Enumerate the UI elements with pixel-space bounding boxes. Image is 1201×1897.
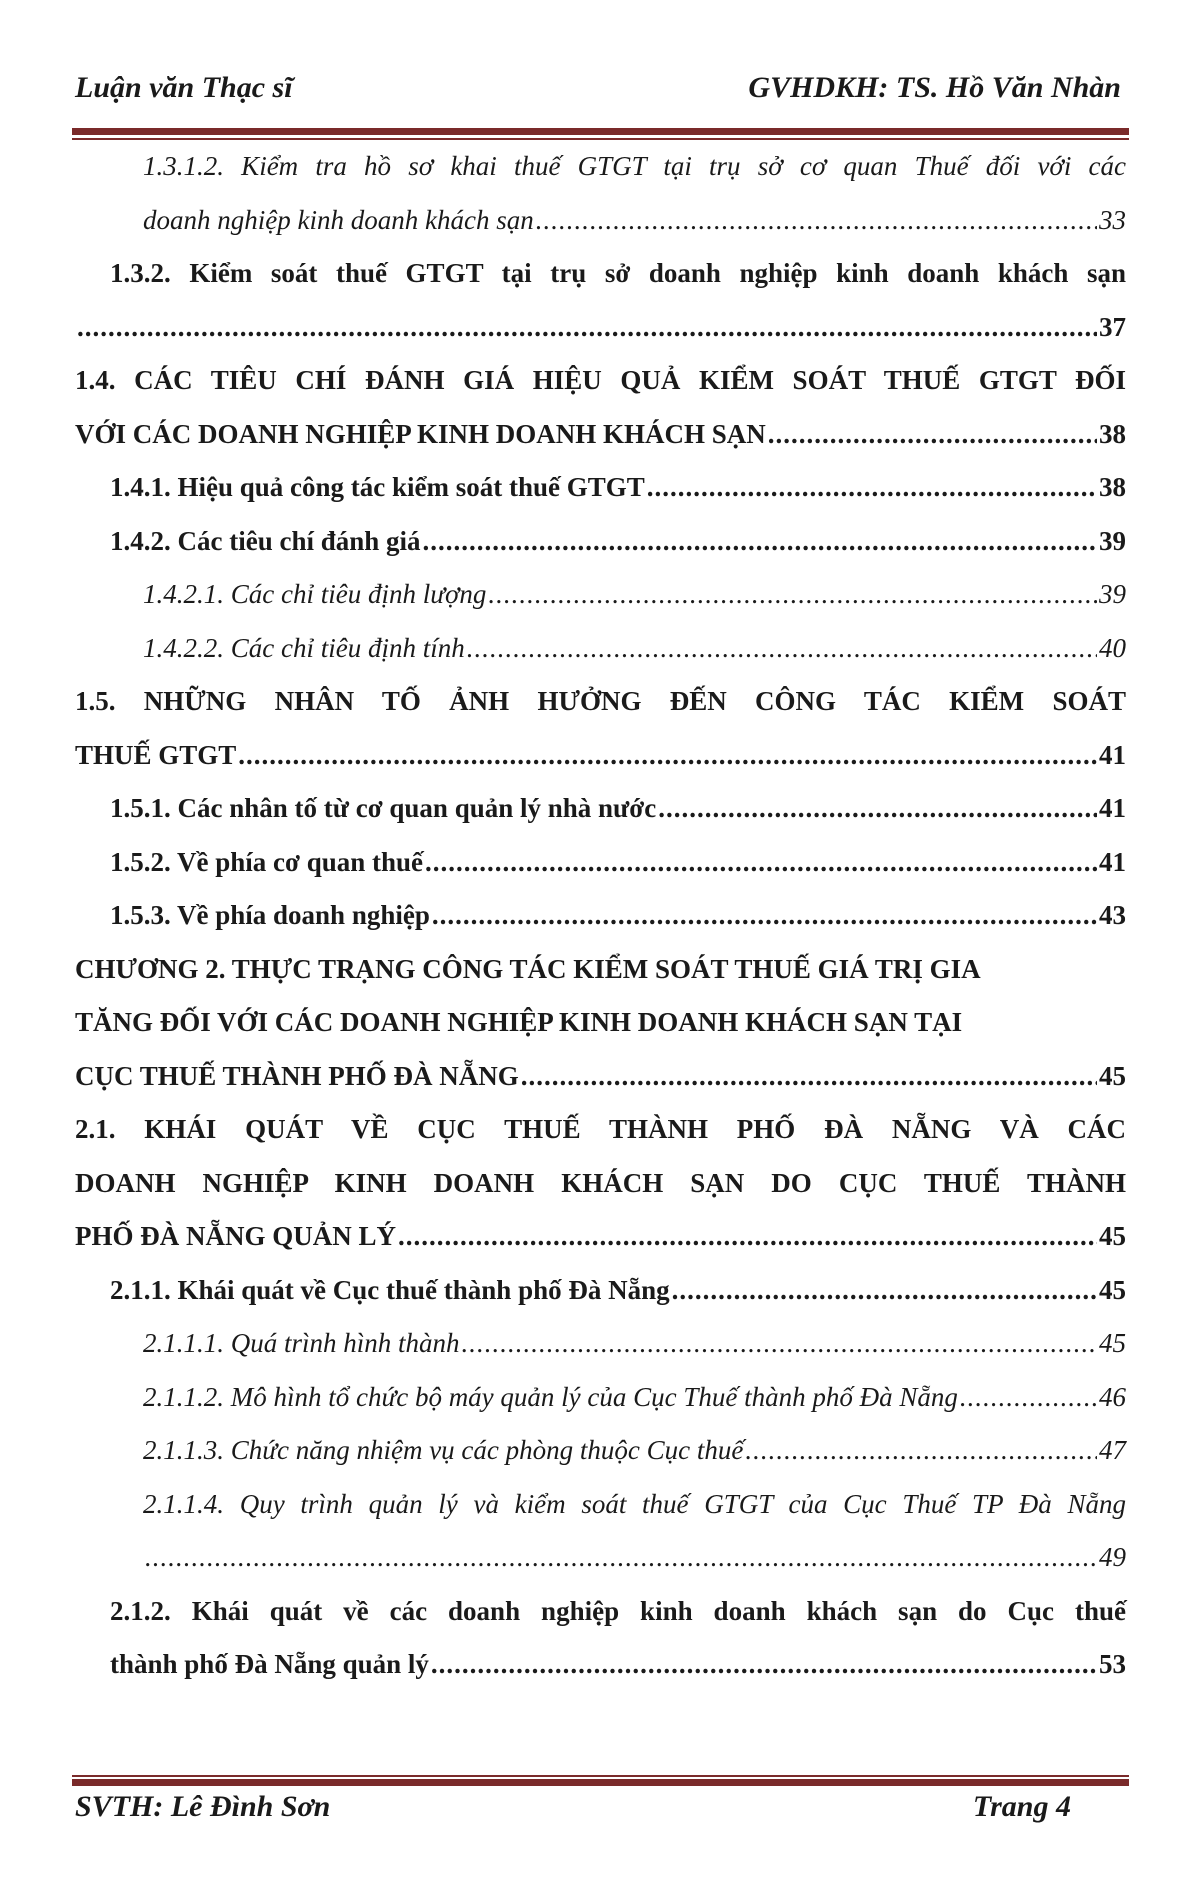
toc-entry (75, 1531, 1126, 1585)
toc-entry (75, 1317, 1126, 1371)
toc-page-number: 38 (1099, 472, 1126, 502)
toc-page-number: 41 (1099, 739, 1126, 770)
toc-page-number: 37 (1099, 311, 1126, 342)
toc-entry-text: VỚI CÁC DOANH NGHIỆP KINH DOANH KHÁCH SẠN (75, 418, 766, 449)
toc-entry-text: 2.1.1.4. Quy trình quản lý và kiểm soát thuế GTGT của Cục Thuế TP Đà Nẵng (143, 1488, 1126, 1519)
toc-leader-dots (238, 729, 1097, 783)
toc-leader-dots (77, 301, 1097, 355)
toc-leader-dots (467, 622, 1097, 676)
toc-page-number: 39 (1099, 525, 1126, 556)
toc-entry-text: 2.1.1.3. Chức năng nhiệm vụ các phòng thuộc Cục thuế (143, 1435, 744, 1465)
toc-entry (75, 140, 1126, 194)
header-left: Luận văn Thạc sĩ (75, 71, 293, 104)
toc-leader-dots (462, 1317, 1097, 1371)
toc-entry-text: CỤC THUẾ THÀNH PHỐ ĐÀ NẴNG (75, 1060, 519, 1091)
toc-leader-dots (488, 568, 1097, 622)
toc-leader-dots (425, 836, 1097, 890)
toc-leader-dots (745, 1424, 1097, 1478)
footer-page-number: Trang 4 (972, 1790, 1071, 1823)
toc-entry (75, 1424, 1126, 1478)
toc-leader-dots (960, 1371, 1097, 1425)
toc-entry (75, 729, 1126, 783)
toc-page-number: 46 (1099, 1381, 1126, 1412)
toc-leader-dots (145, 1531, 1097, 1585)
table-of-contents (75, 140, 1126, 1692)
footer-left: SVTH: Lê Đình Sơn (75, 1790, 331, 1823)
toc-entry-text: 1.5.2. Về phía cơ quan thuế (110, 846, 424, 877)
toc-entry (75, 515, 1126, 569)
toc-entry (75, 622, 1126, 676)
toc-entry (75, 568, 1126, 622)
toc-leader-dots (768, 408, 1097, 462)
toc-entry-text: TĂNG ĐỐI VỚI CÁC DOANH NGHIỆP KINH DOANH KHÁCH SẠN TẠI (75, 1007, 963, 1037)
toc-page-number: 43 (1099, 900, 1126, 930)
toc-entry (75, 996, 1126, 1050)
toc-page-number: 33 (1099, 204, 1126, 235)
toc-entry (75, 1371, 1126, 1425)
toc-entry (75, 675, 1126, 729)
toc-entry-text: 2.1. KHÁI QUÁT VỀ CỤC THUẾ THÀNH PHỐ ĐÀ NẴNG VÀ CÁC (75, 1114, 1126, 1144)
toc-entry-text: 1.5. NHỮNG NHÂN TỐ ẢNH HƯỞNG ĐẾN CÔNG TÁC KIỂM SOÁT (75, 686, 1126, 716)
toc-entry-text: 1.4. CÁC TIÊU CHÍ ĐÁNH GIÁ HIỆU QUẢ KIỂM SOÁT THUẾ GTGT ĐỐI (75, 365, 1126, 395)
toc-page-number: 45 (1099, 1274, 1126, 1305)
toc-entry (75, 1264, 1126, 1318)
toc-page-number: 45 (1099, 1221, 1126, 1251)
toc-entry-text: DOANH NGHIỆP KINH DOANH KHÁCH SẠN DO CỤC THUẾ THÀNH (75, 1167, 1126, 1198)
page-footer (75, 1785, 1121, 1829)
toc-leader-dots (398, 1210, 1097, 1264)
toc-entry-text: 2.1.1.1. Quá trình hình thành (143, 1328, 460, 1358)
toc-leader-dots (658, 782, 1097, 836)
toc-entry-text: 1.3.2. Kiểm soát thuế GTGT tại trụ sở doanh nghiệp kinh doanh khách sạn (110, 258, 1126, 288)
toc-page-number: 49 (1099, 1542, 1126, 1572)
toc-entry-text: doanh nghiệp kinh doanh khách sạn (143, 204, 534, 235)
toc-entry (75, 782, 1126, 836)
toc-leader-dots (431, 1638, 1097, 1692)
toc-page-number: 39 (1099, 579, 1126, 609)
toc-leader-dots (647, 461, 1097, 515)
toc-entry-text: PHỐ ĐÀ NẴNG QUẢN LÝ (75, 1221, 396, 1251)
header-right: GVHDKH: TS. Hồ Văn Nhàn (748, 71, 1121, 104)
toc-page-number: 47 (1099, 1435, 1126, 1465)
toc-entry (75, 461, 1126, 515)
toc-entry-text: 2.1.1. Khái quát về Cục thuế thành phố Đà Nẵng (110, 1274, 670, 1305)
footer-rule-thin (72, 1775, 1129, 1777)
toc-leader-dots (432, 889, 1097, 943)
toc-leader-dots (672, 1264, 1097, 1318)
toc-entry (75, 408, 1126, 462)
header-rule-thick (72, 128, 1129, 135)
toc-entry (75, 301, 1126, 355)
toc-entry (75, 889, 1126, 943)
toc-entry-text: 1.4.2.1. Các chỉ tiêu định lượng (143, 579, 487, 609)
toc-entry (75, 194, 1126, 248)
toc-entry-text: 1.3.1.2. Kiểm tra hồ sơ khai thuế GTGT tại trụ sở cơ quan Thuế đối với các (143, 151, 1126, 181)
toc-entry (75, 247, 1126, 301)
toc-entry-text: 2.1.1.2. Mô hình tổ chức bộ máy quản lý của Cục Thuế thành phố Đà Nẵng (143, 1381, 958, 1412)
toc-leader-dots (423, 515, 1097, 569)
toc-entry-text: CHƯƠNG 2. THỰC TRẠNG CÔNG TÁC KIỂM SOÁT THUẾ GIÁ TRỊ GIA (75, 953, 981, 984)
toc-entry (75, 1638, 1126, 1692)
toc-entry-text: THUẾ GTGT (75, 739, 237, 770)
toc-page-number: 45 (1099, 1328, 1126, 1358)
toc-entry-text: thành phố Đà Nẵng quản lý (110, 1649, 429, 1679)
toc-entry (75, 836, 1126, 890)
toc-entry (75, 1585, 1126, 1639)
toc-page-number: 41 (1099, 793, 1126, 823)
toc-entry (75, 1103, 1126, 1157)
toc-entry (75, 1478, 1126, 1532)
toc-entry (75, 1210, 1126, 1264)
toc-entry-text: 1.5.3. Về phía doanh nghiệp (110, 900, 430, 930)
toc-page-number: 41 (1099, 846, 1126, 877)
toc-entry-text: 2.1.2. Khái quát về các doanh nghiệp kinh doanh khách sạn do Cục thuế (110, 1595, 1126, 1626)
toc-entry-text: 1.4.2.2. Các chỉ tiêu định tính (143, 632, 465, 663)
toc-leader-dots (521, 1050, 1097, 1104)
toc-page-number: 45 (1099, 1060, 1126, 1091)
toc-entry-text: 1.4.2. Các tiêu chí đánh giá (110, 525, 421, 556)
toc-entry (75, 943, 1126, 997)
page-header (75, 66, 1121, 110)
toc-leader-dots (536, 194, 1097, 248)
toc-entry-text: 1.5.1. Các nhân tố từ cơ quan quản lý nhà nước (110, 793, 657, 823)
toc-entry (75, 1157, 1126, 1211)
toc-entry (75, 1050, 1126, 1104)
toc-page-number: 53 (1099, 1649, 1126, 1679)
toc-page-number: 40 (1099, 632, 1126, 663)
toc-page-number: 38 (1099, 418, 1126, 449)
toc-entry (75, 354, 1126, 408)
toc-entry-text: 1.4.1. Hiệu quả công tác kiểm soát thuế GTGT (110, 472, 645, 502)
